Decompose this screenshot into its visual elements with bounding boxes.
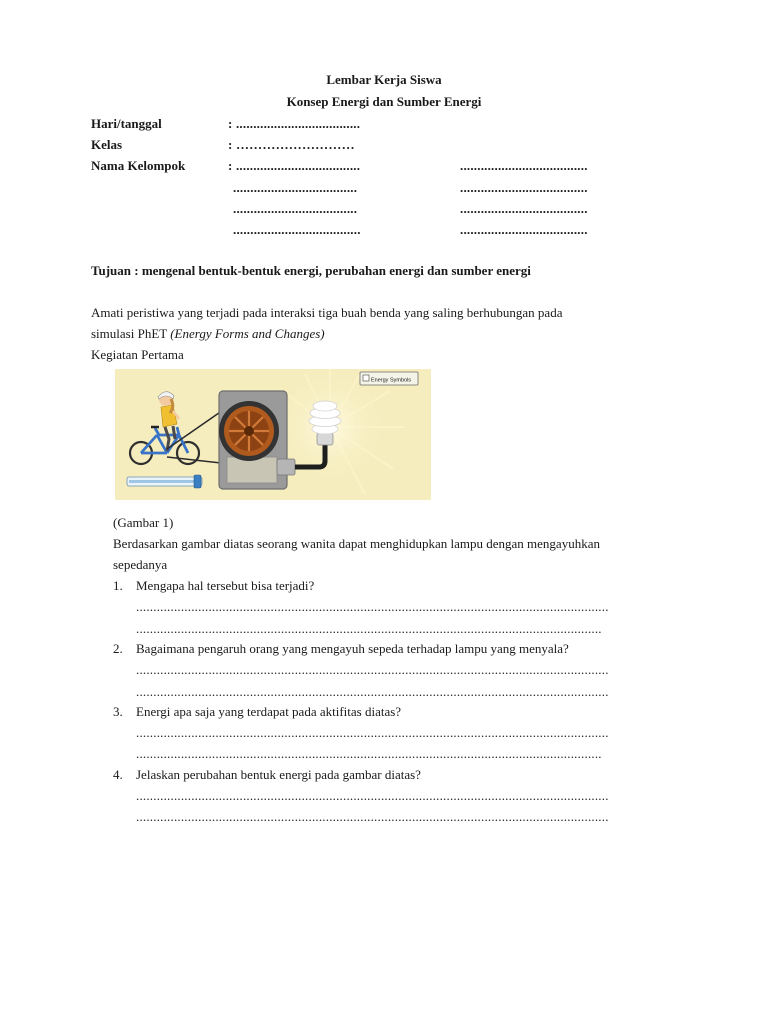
activity-heading: Kegiatan Pertama: [91, 347, 184, 362]
phet-simulation-image: [115, 369, 431, 500]
answer-line: .........................................................................................................................................: [136, 809, 609, 824]
answer-line: .........................................................................................................................................: [136, 725, 609, 740]
question-text: Mengapa hal tersebut bisa terjadi?: [136, 578, 315, 593]
group-field: : ....................................: [228, 158, 361, 173]
member-field: ....................................: [233, 180, 358, 195]
figure-caption: (Gambar 1): [113, 515, 174, 530]
answer-line: .........................................................................................................................................: [136, 684, 609, 699]
checkbox-box[interactable]: [363, 375, 369, 381]
worksheet-title: Lembar Kerja Siswa: [326, 72, 442, 87]
simulation-name: (Energy Forms and Changes): [170, 326, 325, 341]
question-number: 1.: [113, 578, 123, 593]
question-number: 3.: [113, 704, 123, 719]
objective-text: Tujuan : mengenal bentuk-bentuk energi, perubahan energi dan sumber energi: [91, 263, 531, 278]
member-field: ....................................: [233, 201, 358, 216]
answer-line: .........................................................................................................................................: [136, 788, 609, 803]
intro-line-1: Amati peristiwa yang terjadi pada interaksi tiga buah benda yang saling berhubungan pada: [91, 305, 563, 320]
question-text: Energi apa saja yang terdapat pada aktifitas diatas?: [136, 704, 402, 719]
group-label: Nama Kelompok: [91, 158, 186, 173]
question-text: Bagaimana pengaruh orang yang mengayuh sepeda terhadap lampu yang menyala?: [136, 641, 569, 656]
member-field: .....................................: [460, 222, 588, 237]
answer-line: .......................................................................................................................................: [136, 621, 602, 636]
date-field: : ....................................: [228, 116, 361, 131]
answer-line: .........................................................................................................................................: [136, 599, 609, 614]
member-field: .....................................: [460, 158, 588, 173]
date-label: Hari/tanggal: [91, 116, 162, 131]
class-field: : ………………………: [228, 137, 355, 152]
answer-line: .......................................................................................................................................: [136, 746, 602, 761]
intro-prefix: simulasi PhET: [91, 326, 171, 341]
description-line-2: sepedanya: [113, 557, 168, 572]
member-field: .....................................: [460, 180, 588, 195]
speed-slider-icon[interactable]: [127, 475, 202, 488]
member-field: .....................................: [233, 222, 361, 237]
question-number: 2.: [113, 641, 123, 656]
slider-thumb[interactable]: [194, 475, 201, 488]
generator-icon: [219, 391, 295, 489]
question-number: 4.: [113, 767, 123, 782]
question-text: Jelaskan perubahan bentuk energi pada gambar diatas?: [136, 767, 421, 782]
class-label: Kelas: [91, 137, 123, 152]
description-line-1: Berdasarkan gambar diatas seorang wanita dapat menghidupkan lampu dengan mengayuhkan: [113, 536, 600, 551]
intro-line-2: [91, 326, 325, 342]
energy-symbols-checkbox[interactable]: [360, 372, 418, 385]
worksheet-subtitle: Konsep Energi dan Sumber Energi: [286, 94, 482, 109]
member-field: .....................................: [460, 201, 588, 216]
energy-symbols-label: Energy Symbols: [371, 377, 412, 384]
answer-line: .........................................................................................................................................: [136, 662, 609, 677]
